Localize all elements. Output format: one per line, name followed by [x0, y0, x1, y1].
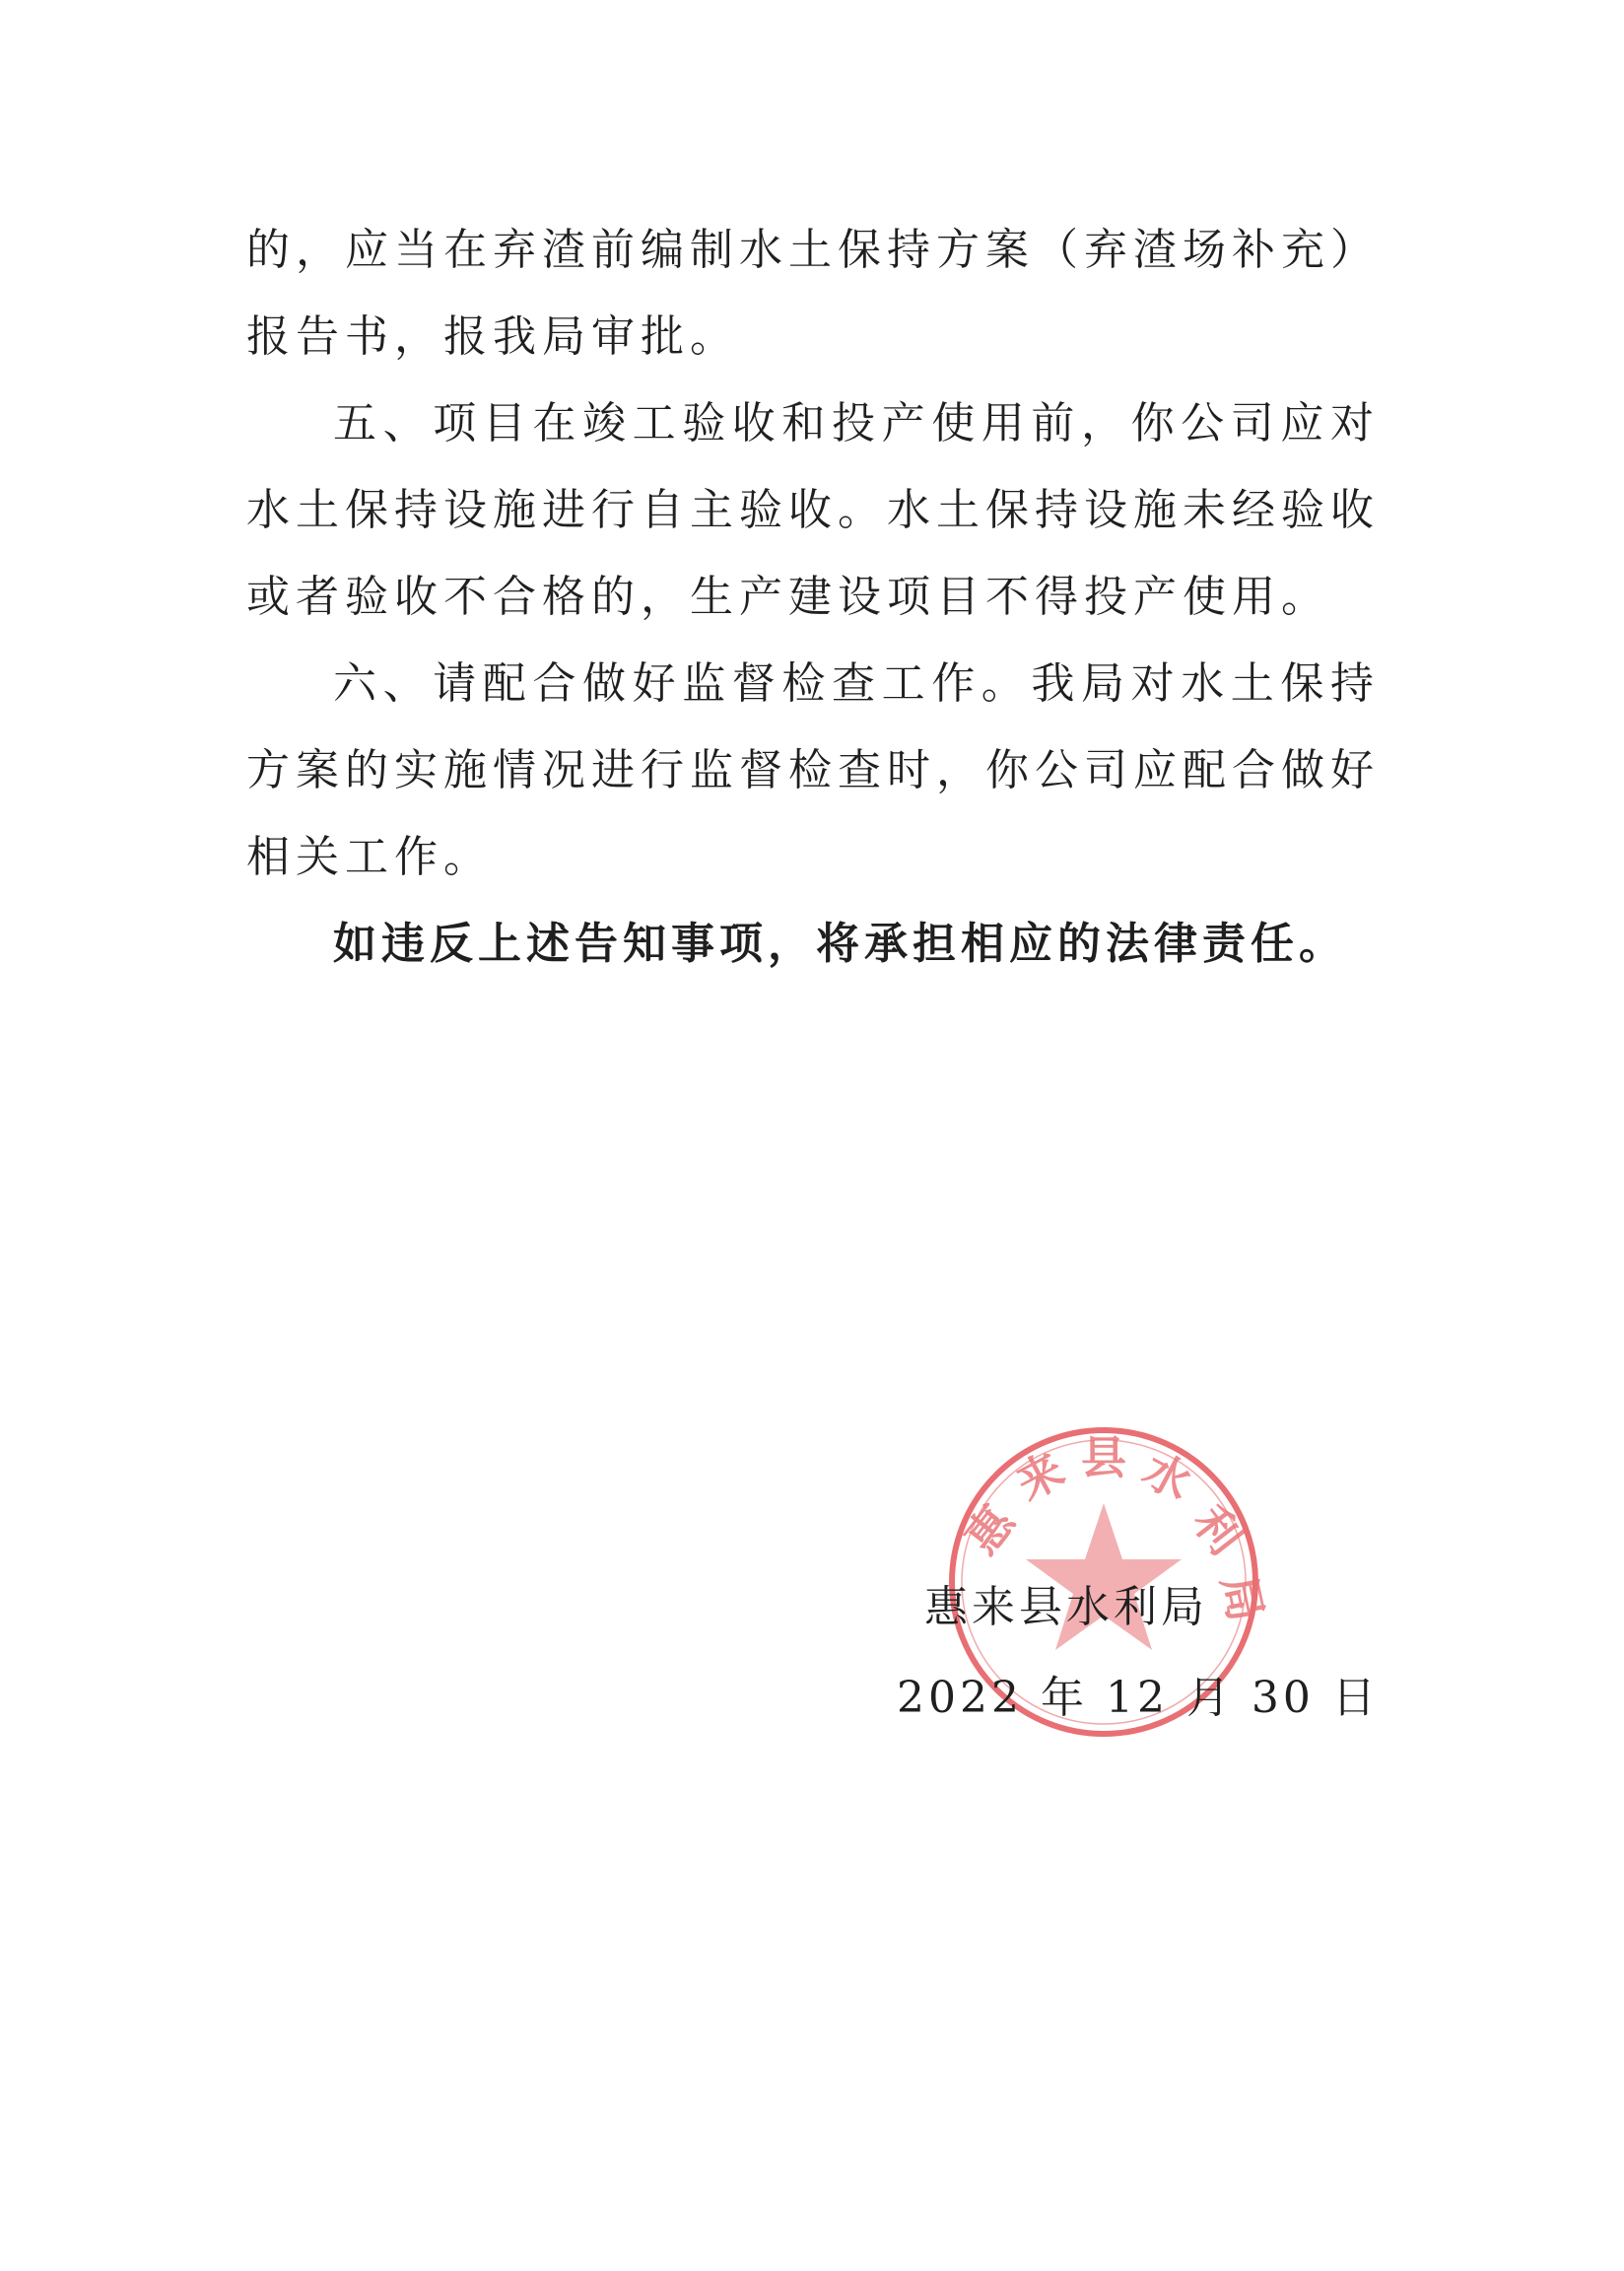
legal-warning: 如违反上述告知事项，将承担相应的法律责任。 [333, 919, 1347, 969]
svg-text:来: 来 [1007, 1442, 1073, 1511]
issuing-organization: 惠来县水利局 [924, 1582, 1208, 1632]
document-body [246, 207, 1380, 988]
svg-text:县: 县 [1081, 1431, 1126, 1484]
svg-text:水: 水 [1134, 1442, 1200, 1511]
paragraph-continuation: 的，应当在弃渣前编制水土保持方案（弃渣场补充）报告书，报我局审批。 [246, 225, 1380, 362]
paragraph-item-six: 六、请配合做好监督检查工作。我局对水土保持方案的实施情况进行监督检查时，你公司应配合做好相关工作。 [246, 658, 1380, 882]
paragraph-item-five: 五、项目在竣工验收和投产使用前，你公司应对水土保持设施进行自主验收。水土保持设施未经验收或者验收不合格的，生产建设项目不得投产使用。 [246, 398, 1380, 622]
svg-text:局: 局 [1211, 1570, 1273, 1626]
issue-date: 2022 年 12 月 30 日 [897, 1673, 1380, 1723]
svg-text:惠: 惠 [954, 1495, 1025, 1564]
svg-text:利: 利 [1183, 1495, 1253, 1564]
